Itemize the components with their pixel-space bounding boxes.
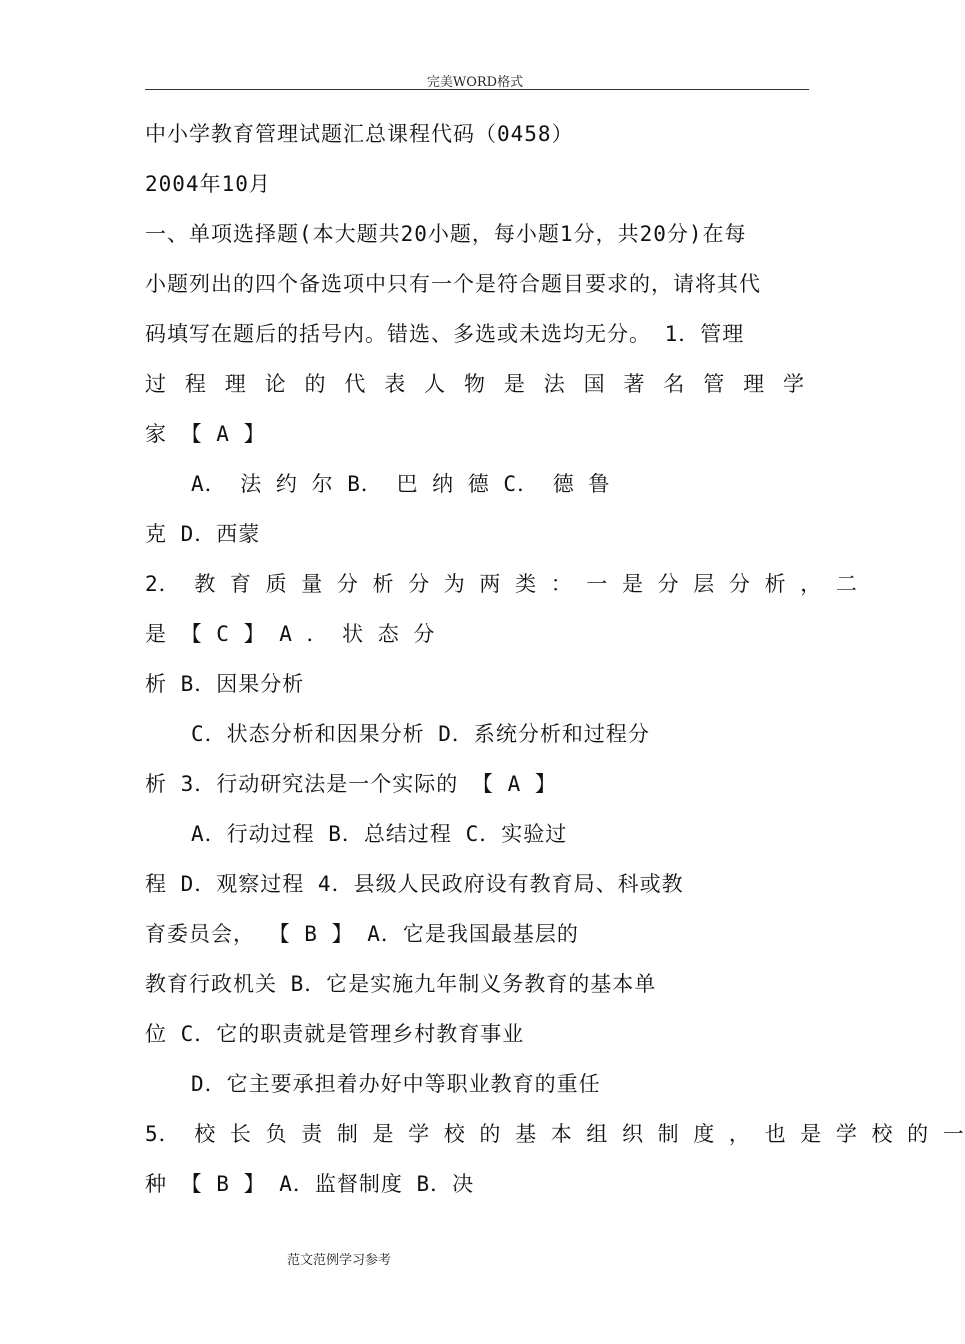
instructions-line: 小题列出的四个备选项中只有一个是符合题目要求的，请将其代 — [145, 272, 761, 296]
question-3-options-line: A．行动过程 B．总结过程 C．实验过 — [191, 822, 568, 846]
page-header-text: 完美WORD格式 — [426, 75, 524, 90]
question-4-options-line: D．它主要承担着办好中等职业教育的重任 — [191, 1072, 601, 1096]
document-body — [145, 117, 965, 1217]
question-1-options-line: A． 法 约 尔 B． 巴 纳 德 C． 德 鲁 — [191, 472, 611, 496]
section-heading-line: 一、单项选择题(本大题共20小题，每小题1分，共20分)在每 — [145, 222, 747, 246]
question-5-answer-line: 种 【 B 】 A．监督制度 B．决 — [145, 1172, 475, 1196]
exam-date: 2004年10月 — [145, 172, 271, 196]
question-4-options-line: 教育行政机关 B．它是实施九年制义务教育的基本单 — [145, 972, 657, 996]
document-title: 中小学教育管理试题汇总课程代码（0458） — [145, 122, 574, 146]
question-4-line: 程 D．观察过程 4．县级人民政府设有教育局、科或教 — [145, 872, 684, 896]
instructions-line: 码填写在题后的括号内。错选、多选或未选均无分。 1．管理 — [145, 322, 745, 346]
question-2-options-line: C．状态分析和因果分析 D．系统分析和过程分 — [191, 722, 650, 746]
page-footer-text: 范文范例学习参考 — [287, 1253, 392, 1268]
question-2-options-line: 析 B．因果分析 — [145, 672, 305, 696]
question-5-line: 5． 校 长 负 责 制 是 学 校 的 基 本 组 织 制 度 ， 也 是 学 校 的 一 — [145, 1122, 965, 1146]
header-divider — [145, 89, 809, 90]
question-1-line: 过 程 理 论 的 代 表 人 物 是 法 国 著 名 管 理 学 — [145, 372, 805, 396]
question-2-line: 2． 教 育 质 量 分 析 分 为 两 类 ： 一 是 分 层 分 析 ， 二 — [145, 572, 858, 596]
question-1-answer-line: 家 【 A 】 — [145, 422, 266, 446]
question-1-options-line: 克 D．西蒙 — [145, 522, 261, 546]
question-2-answer-line: 是 【 C 】 A ． 状 态 分 — [145, 622, 436, 646]
question-4-answer-line: 育委员会， 【 B 】 A．它是我国最基层的 — [145, 922, 579, 946]
question-4-options-line: 位 C．它的职责就是管理乡村教育事业 — [145, 1022, 525, 1046]
question-3-line: 析 3．行动研究法是一个实际的 【 A 】 — [145, 772, 557, 796]
